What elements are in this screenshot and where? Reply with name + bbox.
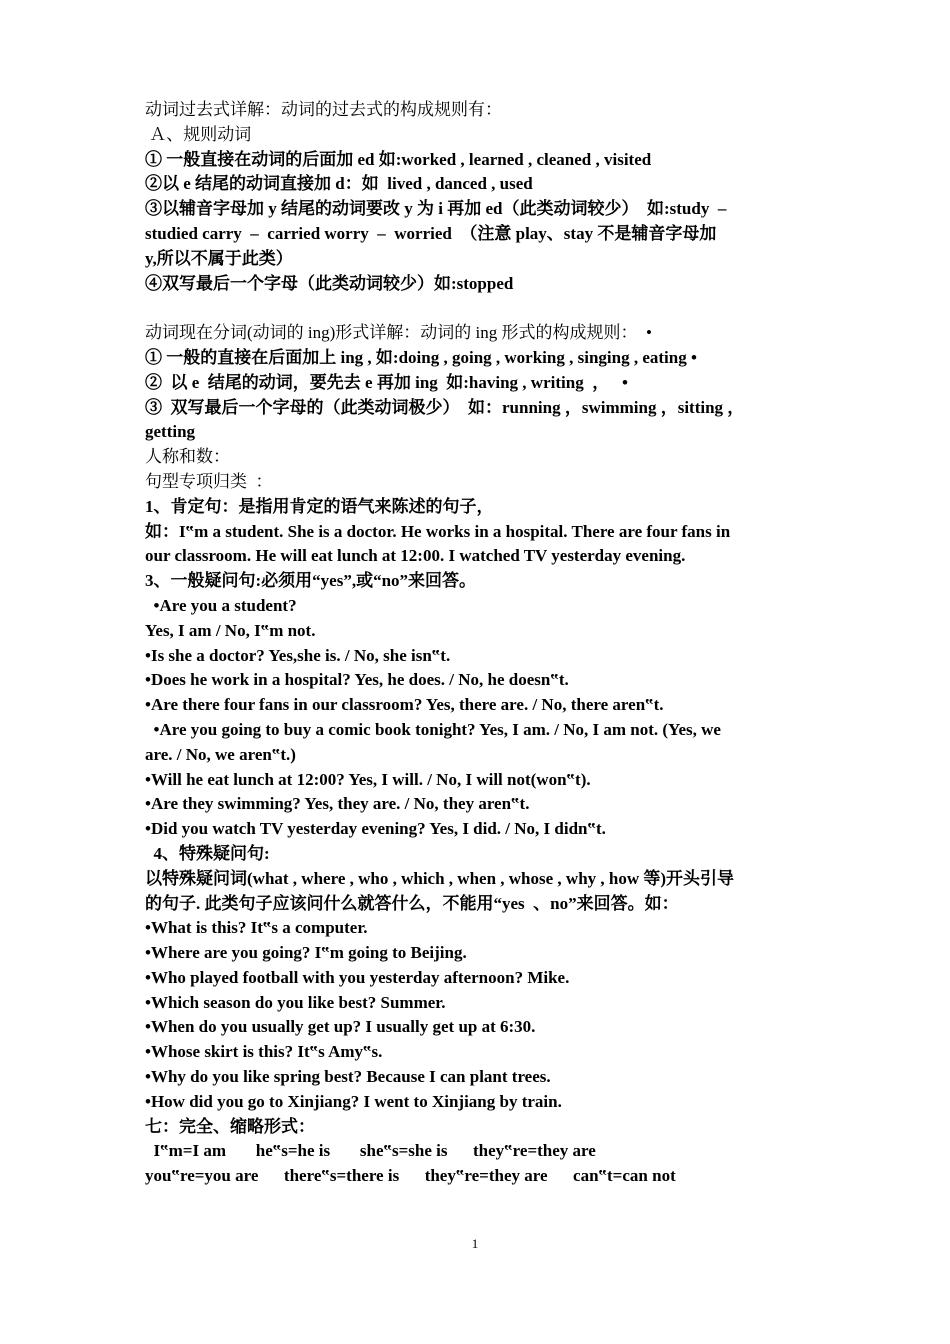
past-rule-1: ① 一般直接在动词的后面加 ed 如:worked , learned , cleaned , visited xyxy=(145,149,652,169)
past-rule-2: ②以 e 结尾的动词直接加 d：如 lived , danced , used xyxy=(145,174,533,194)
wh-question-example: •Who played football with you yesterday afternoon? Mike. xyxy=(145,967,570,987)
past-rule-3-line-3: y,所以不属于此类） xyxy=(145,248,293,268)
page-number: 1 xyxy=(471,1236,479,1251)
ing-rule-1: ① 一般的直接在后面加上 ing , 如:doing , going , working , singing , eating • xyxy=(145,347,697,367)
wh-question-example: •Where are you going? I‟m going to Beijing. xyxy=(145,943,467,963)
ing-rule-3-line-1: ③ 双写最后一个字母的（此类动词极少） 如：running ，swimming ，sitting ， xyxy=(145,397,745,417)
wh-question-heading: 4、特殊疑问句: xyxy=(145,843,270,863)
section-title-past-tense: 动词过去式详解：动词的过去式的构成规则有： xyxy=(145,100,502,119)
past-rule-3-line-1: ③以辅音字母加 y 结尾的动词要改 y 为 i 再加 ed（此类动词较少） 如:study – xyxy=(145,199,727,219)
question-example: •Will he eat lunch at 12:00? Yes, I will. / No, I will not(won‟t). xyxy=(145,769,591,789)
wh-question-example: •When do you usually get up? I usually get up at 6:30. xyxy=(145,1017,536,1037)
question-example: •Is she a doctor? Yes,she is. / No, she isn‟t. xyxy=(145,645,451,665)
past-rule-3-line-2: studied carry – carried worry – worried （注意 play、stay 不是辅音字母加 xyxy=(145,223,717,243)
subsection-regular-verbs: Ａ、规则动词 xyxy=(145,124,252,144)
wh-question-intro-line-2: 的句子. 此类句子应该问什么就答什么，不能用“yes 、no”来回答。如： xyxy=(145,893,679,913)
ing-rule-3-line-2: getting xyxy=(145,422,196,442)
contractions-line-2: you‟re=you are there‟s=there is they‟re=they are can‟t=can not xyxy=(145,1166,676,1186)
wh-question-example: •Which season do you like best? Summer. xyxy=(145,992,446,1012)
section-title-person-number: 人称和数： xyxy=(145,447,230,467)
section-title-present-participle: 动词现在分词(动词的 ing)形式详解：动词的 ing 形式的构成规则： • xyxy=(145,323,652,343)
document-body xyxy=(145,98,810,1189)
question-example: •Are you going to buy a comic book tonight? Yes, I am. / No, I am not. (Yes, we xyxy=(145,719,721,739)
wh-question-example: •What is this? It‟s a computer. xyxy=(145,918,368,938)
affirmative-example-line-2: our classroom. He will eat lunch at 12:00. I watched TV yesterday evening. xyxy=(145,546,686,566)
question-example: Yes, I am / No, I‟m not. xyxy=(145,620,316,640)
question-example: •Does he work in a hospital? Yes, he does. / No, he doesn‟t. xyxy=(145,670,569,690)
wh-question-intro-line-1: 以特殊疑问词(what , where , who , which , when , whose , why , how 等)开头引导 xyxy=(145,868,735,888)
question-example: •Are you a student? xyxy=(145,595,297,615)
wh-question-example: •Whose skirt is this? It‟s Amy‟s. xyxy=(145,1042,383,1062)
wh-question-example: •How did you go to Xinjiang? I went to Xinjiang by train. xyxy=(145,1091,562,1111)
section-title-sentence-types: 句型专项归类 ： xyxy=(145,471,273,491)
wh-question-example: •Why do you like spring best? Because I can plant trees. xyxy=(145,1067,551,1087)
question-example: •Are they swimming? Yes, they are. / No, they aren‟t. xyxy=(145,794,530,814)
past-rule-4: ④双写最后一个字母（此类动词较少）如:stopped xyxy=(145,273,514,293)
question-example: are. / No, we aren‟t.) xyxy=(145,744,296,764)
yes-no-question-heading: 3、一般疑问句:必须用“yes”,或“no”来回答。 xyxy=(145,571,477,591)
question-example: •Did you watch TV yesterday evening? Yes, I did. / No, I didn‟t. xyxy=(145,819,606,839)
question-example: •Are there four fans in our classroom? Yes, there are. / No, there aren‟t. xyxy=(145,695,664,715)
contractions-heading: 七：完全、缩略形式： xyxy=(145,1116,315,1136)
contractions-line-1: I‟m=I am he‟s=he is she‟s=she is they‟re=they are xyxy=(145,1141,596,1161)
ing-rule-2: ② 以 e 结尾的动词，要先去 e 再加 ing 如:having , writing ， • xyxy=(145,372,628,392)
blank-line xyxy=(145,296,810,321)
affirmative-example-line-1: 如：I‟m a student. She is a doctor. He works in a hospital. There are four fans in xyxy=(145,521,731,541)
affirmative-heading: 1、肯定句：是指用肯定的语气来陈述的句子， xyxy=(145,496,494,516)
